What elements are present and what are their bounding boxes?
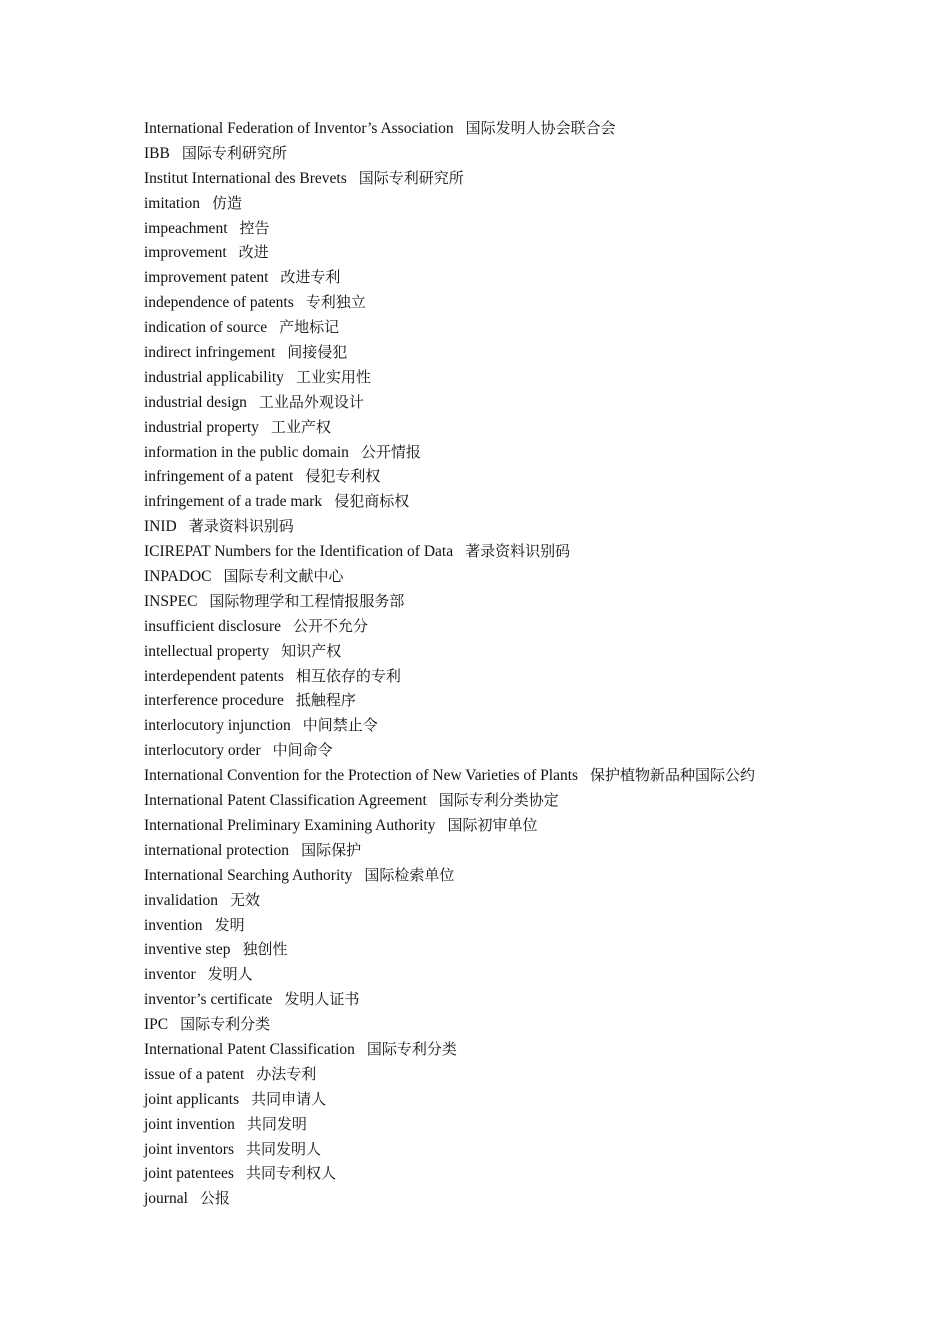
- glossary-entry: [144, 913, 924, 938]
- glossary-entry: [144, 888, 924, 913]
- entry-term: interdependent patents: [144, 667, 284, 685]
- glossary-entry: [144, 1012, 924, 1037]
- entry-translation: 知识产权: [281, 641, 342, 660]
- entry-term: issue of a patent: [144, 1065, 245, 1083]
- entry-translation: 国际初审单位: [447, 815, 538, 834]
- glossary-list: [144, 116, 924, 1211]
- entry-translation: 独创性: [242, 940, 288, 959]
- glossary-entry: [144, 1137, 924, 1162]
- glossary-entry: [144, 713, 924, 738]
- entry-translation: 工业产权: [270, 417, 331, 436]
- entry-translation: 共同专利权人: [245, 1164, 336, 1183]
- entry-translation: 间接侵犯: [287, 343, 348, 362]
- entry-translation: 改进专利: [280, 268, 341, 287]
- entry-translation: 发明: [214, 915, 245, 934]
- glossary-entry: [144, 589, 924, 614]
- entry-term: ICIREPAT Numbers for the Identification of Data: [144, 543, 454, 561]
- glossary-entry: [144, 614, 924, 639]
- glossary-entry: [144, 738, 924, 763]
- entry-translation: 无效: [230, 890, 261, 909]
- entry-term: International Searching Authority: [144, 866, 353, 884]
- glossary-entry: [144, 1062, 924, 1087]
- entry-term: international protection: [144, 841, 290, 859]
- glossary-entry: [144, 987, 924, 1012]
- entry-term: International Preliminary Examining Authority: [144, 816, 436, 834]
- entry-translation: 公开情报: [360, 442, 421, 461]
- entry-term: International Patent Classification: [144, 1040, 355, 1058]
- entry-translation: 共同申请人: [251, 1089, 327, 1108]
- glossary-entry: [144, 440, 924, 465]
- entry-term: IBB: [144, 144, 170, 162]
- entry-translation: 侵犯专利权: [305, 467, 381, 486]
- entry-term: insufficient disclosure: [144, 617, 282, 635]
- entry-term: joint applicants: [144, 1090, 240, 1108]
- glossary-entry: [144, 564, 924, 589]
- glossary-entry: [144, 639, 924, 664]
- glossary-entry: [144, 365, 924, 390]
- entry-translation: 国际专利分类: [366, 1039, 457, 1058]
- entry-term: interference procedure: [144, 692, 284, 710]
- entry-translation: 控告: [239, 218, 270, 237]
- entry-translation: 仿造: [211, 193, 242, 212]
- glossary-entry: [144, 116, 924, 141]
- entry-translation: 共同发明人: [245, 1139, 321, 1158]
- glossary-entry: [144, 1087, 924, 1112]
- entry-term: inventive step: [144, 941, 231, 959]
- glossary-entry: [144, 813, 924, 838]
- entry-term: information in the public domain: [144, 443, 349, 461]
- entry-term: infringement of a patent: [144, 468, 294, 486]
- entry-term: indication of source: [144, 319, 268, 337]
- entry-term: inventor: [144, 966, 196, 984]
- entry-term: International Federation of Inventor’s Association: [144, 120, 454, 137]
- entry-term: INPADOC: [144, 568, 212, 586]
- entry-translation: 工业实用性: [295, 367, 371, 386]
- entry-term: intellectual property: [144, 642, 270, 660]
- entry-translation: 国际物理学和工程情报服务部: [209, 591, 405, 610]
- entry-translation: 工业品外观设计: [258, 392, 364, 411]
- glossary-entry: [144, 464, 924, 489]
- glossary-entry: [144, 290, 924, 315]
- entry-translation: 著录资料识别码: [465, 542, 571, 561]
- entry-term: improvement patent: [144, 269, 269, 287]
- glossary-entry: [144, 315, 924, 340]
- glossary-entry: [144, 166, 924, 191]
- glossary-entry: [144, 763, 924, 788]
- glossary-entry: [144, 788, 924, 813]
- entry-translation: 侵犯商标权: [334, 492, 410, 511]
- glossary-entry: [144, 863, 924, 888]
- glossary-entry: [144, 1037, 924, 1062]
- entry-term: INSPEC: [144, 592, 198, 610]
- glossary-entry: [144, 415, 924, 440]
- glossary-entry: [144, 937, 924, 962]
- glossary-entry: [144, 1186, 924, 1211]
- entry-term: industrial property: [144, 418, 259, 436]
- entry-term: invention: [144, 916, 203, 934]
- entry-translation: 公开不允分: [293, 616, 369, 635]
- entry-term: IPC: [144, 1016, 169, 1034]
- entry-translation: 发明人: [207, 965, 253, 984]
- entry-term: interlocutory injunction: [144, 717, 291, 735]
- glossary-entry: [144, 216, 924, 241]
- entry-translation: 国际保护: [301, 840, 362, 859]
- entry-term: journal: [144, 1190, 188, 1208]
- entry-translation: 中间禁止令: [302, 716, 378, 735]
- entry-translation: 国际专利分类: [180, 1015, 271, 1034]
- glossary-entry: [144, 265, 924, 290]
- glossary-entry: [144, 962, 924, 987]
- glossary-entry: [144, 539, 924, 564]
- glossary-entry: [144, 390, 924, 415]
- entry-translation: 国际专利分类协定: [438, 791, 559, 810]
- entry-term: joint invention: [144, 1115, 235, 1133]
- entry-term: joint patentees: [144, 1165, 234, 1183]
- entry-term: independence of patents: [144, 294, 294, 312]
- entry-translation: 产地标记: [279, 318, 340, 337]
- entry-translation: 发明人证书: [284, 990, 360, 1009]
- entry-translation: 国际专利研究所: [181, 143, 287, 162]
- glossary-entry: [144, 340, 924, 365]
- entry-translation: 国际检索单位: [364, 865, 455, 884]
- entry-term: infringement of a trade mark: [144, 493, 323, 511]
- entry-translation: 公报: [199, 1189, 230, 1208]
- entry-translation: 保护植物新品种国际公约: [590, 766, 756, 785]
- glossary-entry: [144, 1161, 924, 1186]
- entry-translation: 国际专利文献中心: [223, 567, 344, 586]
- glossary-entry: [144, 1112, 924, 1137]
- entry-term: Institut International des Brevets: [144, 169, 347, 187]
- entry-term: invalidation: [144, 891, 219, 909]
- entry-translation: 改进: [238, 243, 269, 262]
- glossary-entry: [144, 141, 924, 166]
- entry-term: International Patent Classification Agreement: [144, 792, 427, 810]
- entry-translation: 专利独立: [305, 293, 366, 312]
- glossary-entry: [144, 838, 924, 863]
- entry-term: improvement: [144, 244, 227, 262]
- entry-term: interlocutory order: [144, 742, 261, 760]
- entry-term: industrial applicability: [144, 368, 284, 386]
- entry-translation: 国际专利研究所: [358, 168, 464, 187]
- entry-term: joint inventors: [144, 1140, 234, 1158]
- glossary-entry: [144, 664, 924, 689]
- entry-translation: 著录资料识别码: [188, 517, 294, 536]
- entry-translation: 办法专利: [256, 1064, 317, 1083]
- entry-term: indirect infringement: [144, 344, 276, 362]
- glossary-entry: [144, 191, 924, 216]
- entry-term: imitation: [144, 194, 200, 212]
- entry-translation: 相互依存的专利: [295, 666, 401, 685]
- entry-term: INID: [144, 518, 177, 536]
- entry-translation: 国际发明人协会联合会: [465, 119, 616, 137]
- glossary-entry: [144, 240, 924, 265]
- entry-translation: 抵触程序: [295, 691, 356, 710]
- entry-translation: 共同发明: [246, 1114, 307, 1133]
- glossary-entry: [144, 514, 924, 539]
- entry-term: impeachment: [144, 219, 228, 237]
- glossary-entry: [144, 688, 924, 713]
- glossary-entry: [144, 489, 924, 514]
- entry-term: inventor’s certificate: [144, 991, 273, 1009]
- entry-term: International Convention for the Protection of New Varieties of Plants: [144, 767, 579, 785]
- entry-term: industrial design: [144, 393, 247, 411]
- entry-translation: 中间命令: [272, 741, 333, 760]
